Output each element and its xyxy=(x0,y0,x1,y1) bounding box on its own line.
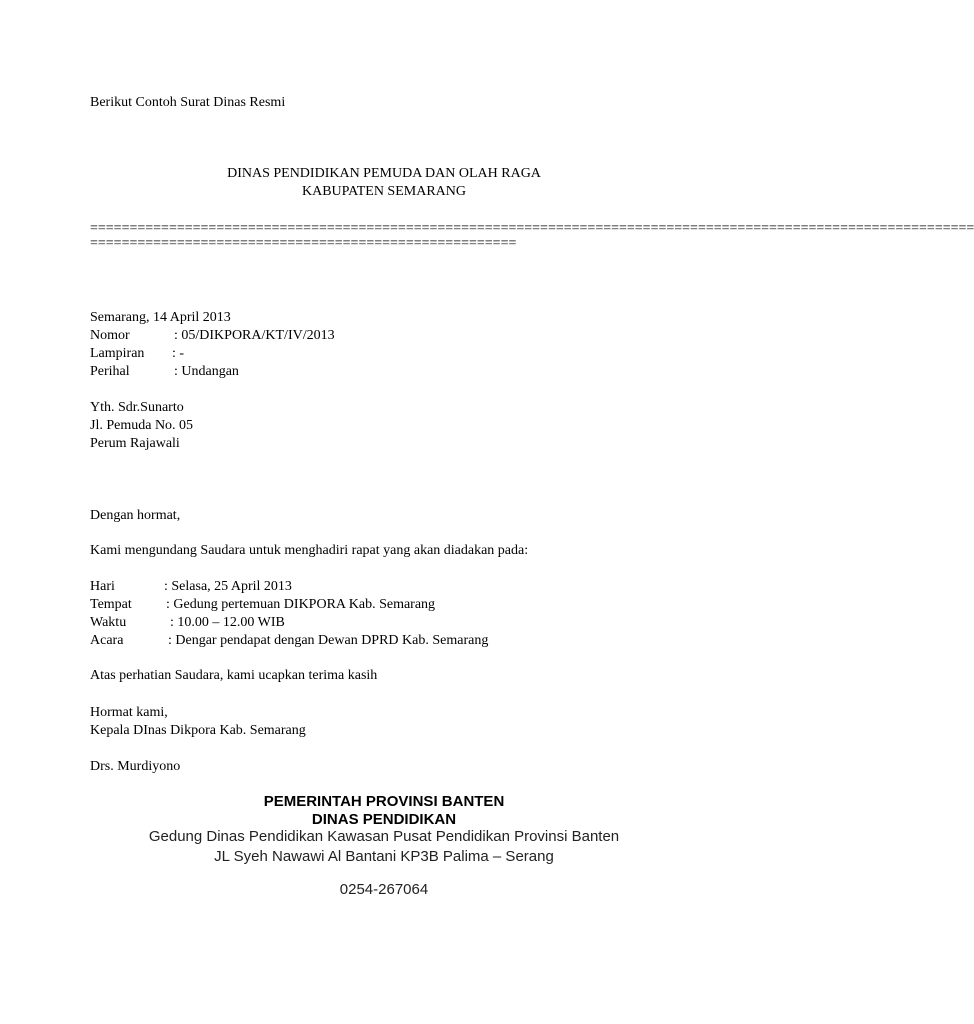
recipient-line: Yth. Sdr.Sunarto xyxy=(90,400,184,415)
separator-line: ================================================================================================================ xyxy=(90,221,974,236)
event-row-acara xyxy=(90,632,488,650)
signer-name: Drs. Murdiyono xyxy=(90,759,181,774)
recipient-line: Jl. Pemuda No. 05 xyxy=(90,418,194,433)
meta-label: Lampiran xyxy=(90,346,145,361)
meta-row-perihal xyxy=(90,363,239,381)
signoff-title: Kepala DInas Dikpora Kab. Semarang xyxy=(90,723,306,738)
signoff-line: Hormat kami, xyxy=(90,705,168,720)
meta-row-lampiran xyxy=(90,345,184,363)
event-label: Waktu xyxy=(90,615,127,630)
event-row-waktu xyxy=(90,614,285,632)
meta-label: Nomor xyxy=(90,328,130,343)
event-value: : Dengar pendapat dengan Dewan DPRD Kab. Semarang xyxy=(168,633,489,648)
event-value: : 10.00 – 12.00 WIB xyxy=(170,615,285,630)
letterhead-subtitle: KABUPATEN SEMARANG xyxy=(301,184,466,199)
footer-department: DINAS PENDIDIKAN xyxy=(311,811,457,828)
meta-value: : - xyxy=(172,346,185,361)
footer-government: PEMERINTAH PROVINSI BANTEN xyxy=(263,793,505,810)
event-label: Acara xyxy=(90,633,124,648)
separator-line: ====================================================== xyxy=(90,236,517,251)
event-label: Tempat xyxy=(90,597,132,612)
footer-phone: 0254-267064 xyxy=(339,881,429,898)
intro-text: Berikut Contoh Surat Dinas Resmi xyxy=(90,95,286,110)
event-row-tempat xyxy=(90,596,435,614)
meta-value: : Undangan xyxy=(174,364,239,379)
recipient-line: Perum Rajawali xyxy=(90,436,180,451)
event-label: Hari xyxy=(90,579,115,594)
closing-text: Atas perhatian Saudara, kami ucapkan terima kasih xyxy=(90,668,378,683)
event-value: : Gedung pertemuan DIKPORA Kab. Semarang xyxy=(166,597,436,612)
event-value: : Selasa, 25 April 2013 xyxy=(164,579,292,594)
footer-building: Gedung Dinas Pendidikan Kawasan Pusat Pendidikan Provinsi Banten xyxy=(148,828,620,845)
letterhead-title: DINAS PENDIDIKAN PEMUDA DAN OLAH RAGA xyxy=(227,166,541,181)
footer-address: JL Syeh Nawawi Al Bantani KP3B Palima – Serang xyxy=(214,848,554,865)
date-place: Semarang, 14 April 2013 xyxy=(90,310,231,325)
meta-label: Perihal xyxy=(90,364,130,379)
meta-value: : 05/DIKPORA/KT/IV/2013 xyxy=(174,328,335,343)
body-text: Kami mengundang Saudara untuk menghadiri rapat yang akan diadakan pada: xyxy=(90,543,529,558)
greeting: Dengan hormat, xyxy=(90,508,181,523)
event-row-hari xyxy=(90,578,292,596)
meta-row-nomor xyxy=(90,327,335,345)
